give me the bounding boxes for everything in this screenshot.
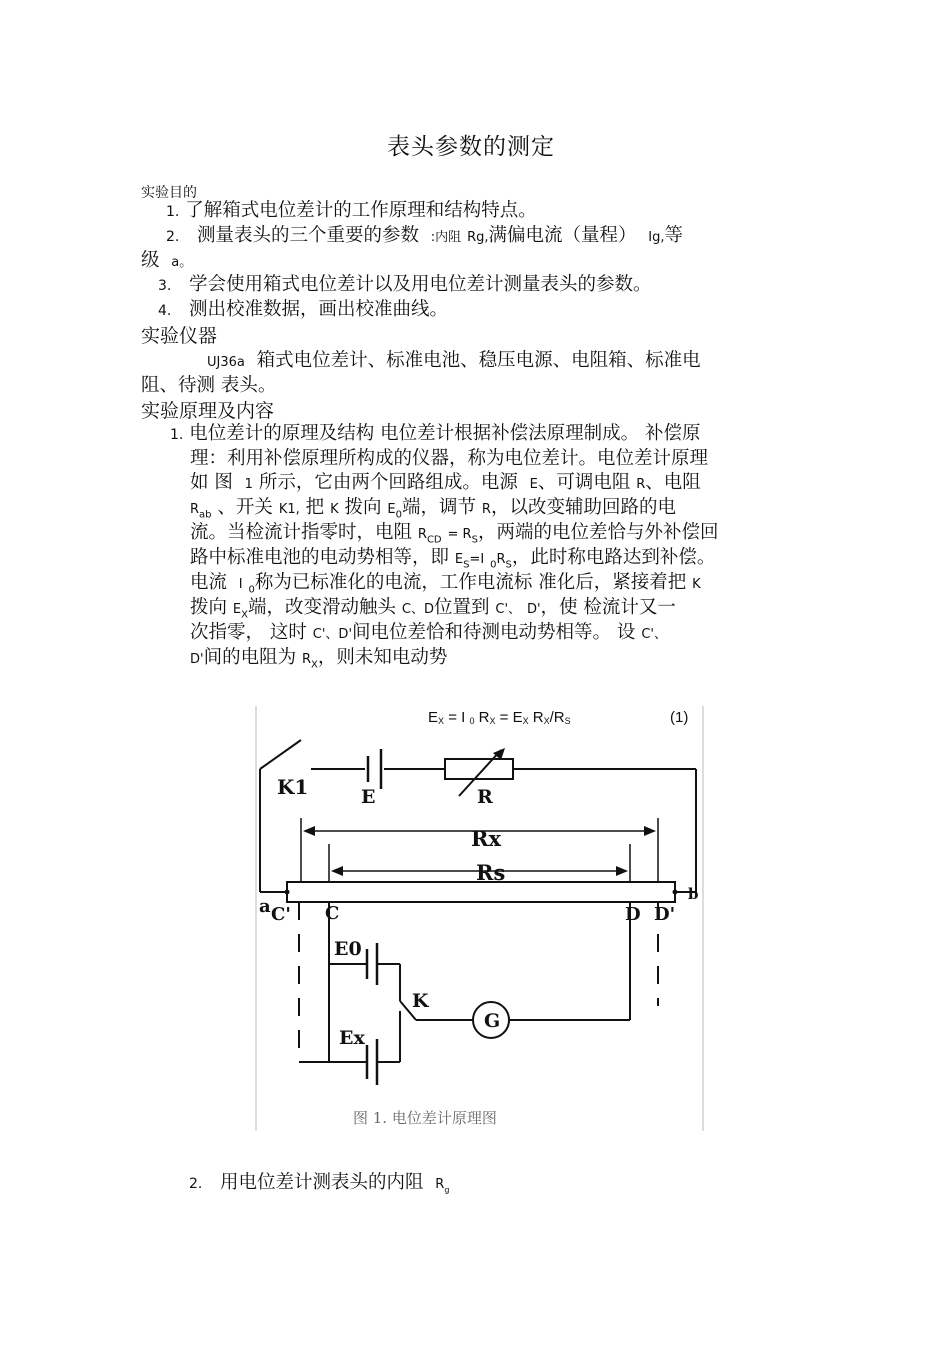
arrowhead	[303, 826, 315, 836]
section-2-heading	[189, 1169, 449, 1204]
symbol: E	[529, 477, 538, 492]
principle-text: 端，调节	[401, 497, 476, 518]
eq-sub: X	[522, 716, 529, 726]
label-g: G	[484, 1010, 501, 1032]
principle-text: 、开关	[217, 497, 273, 518]
symbol: C'、D'	[312, 627, 353, 642]
principle-text: 、可调电阻	[537, 472, 631, 493]
subscript: 0	[490, 559, 497, 571]
subscript: S	[463, 559, 470, 571]
label-e0: E0	[334, 938, 362, 960]
purpose-item-2	[166, 222, 683, 251]
instruments-line-1	[207, 347, 701, 376]
principle-text: 称为已标准化的电流，工作电流标 准化后，紧接着把	[254, 572, 687, 593]
item-number: 4.	[158, 303, 172, 319]
instruments-line-2: 阻、待测 表头。	[141, 375, 277, 396]
subscript: ab	[199, 509, 212, 521]
principle-text: ，两端的电位差恰与外补偿回	[477, 522, 719, 543]
symbol: R	[417, 527, 427, 542]
subscript: g	[444, 1185, 450, 1195]
principle-text: 端，改变滑动触头	[247, 597, 396, 618]
symbol: R	[496, 552, 506, 567]
item-number: 2.	[166, 229, 180, 245]
principle-text: 流。当检流计指零时，电阻	[190, 522, 413, 543]
section-heading-principle: 实验原理及内容	[141, 400, 275, 422]
item-text: 级	[141, 250, 160, 271]
principle-text: 、电阻	[645, 472, 701, 493]
item-text: 测量表头的三个重要的参数	[197, 225, 420, 246]
item-text: :内阻	[430, 230, 462, 245]
eq-part: R	[528, 709, 544, 726]
switch-k1	[260, 740, 301, 769]
slide-wire-rab	[287, 882, 675, 902]
terminal-a	[285, 890, 290, 895]
page-title: 表头参数的测定	[387, 134, 555, 160]
item-text: 满偏电流（量程）	[488, 225, 637, 246]
symbol: K	[330, 502, 339, 517]
symbol-r: R	[435, 1177, 445, 1192]
symbol: K	[692, 577, 701, 592]
label-c: C	[325, 903, 340, 924]
principle-text: 电流	[190, 572, 228, 593]
arrowhead	[331, 866, 343, 876]
principle-text: ，此时称电路达到补偿。	[511, 547, 716, 568]
principle-text: ，使 检流计又一	[540, 597, 676, 618]
symbol: R	[636, 477, 646, 492]
label-c-prime-text: C	[271, 904, 286, 925]
symbol: K1,	[278, 502, 300, 517]
symbol: D'	[526, 602, 541, 617]
item-number: 3.	[158, 278, 172, 294]
symbol: R	[481, 502, 491, 517]
eq-part: /R	[549, 709, 565, 726]
label-k: K	[412, 990, 429, 1012]
symbol: C'、	[495, 602, 522, 617]
eq-sub: X	[543, 716, 550, 726]
rheostat-r	[445, 759, 513, 779]
principle-line-10	[190, 644, 447, 679]
label-rs: Rs	[476, 860, 506, 885]
symbol: R	[302, 652, 312, 667]
arrowhead	[644, 826, 656, 836]
eq-sub: X	[489, 716, 496, 726]
label-k1: K1	[277, 775, 309, 799]
subscript: S	[471, 534, 478, 546]
eq-part: R	[474, 709, 490, 726]
item-text: 测出校准数据，画出校准曲线。	[189, 299, 449, 320]
principle-text: 间的电阻为	[203, 647, 297, 668]
label-ex: Ex	[339, 1027, 365, 1049]
item-text: a。	[171, 255, 193, 270]
principle-text: 间电位差恰和待测电动势相等。 设	[352, 622, 636, 643]
label-rx: Rx	[471, 826, 501, 851]
label-c-prime: C'	[271, 904, 291, 925]
symbol: I	[238, 577, 243, 592]
principle-text: 所示，它由两个回路组成。电源	[258, 472, 518, 493]
symbol-rg: Rg,	[467, 230, 489, 245]
item-text: 等	[664, 225, 684, 246]
figure-equation	[428, 709, 571, 726]
symbol: = R	[447, 527, 472, 542]
item-text: 学会使用箱式电位差计以及用电位差计测量表头的参数。	[189, 274, 652, 295]
subscript: X	[241, 609, 248, 621]
section-2-text: 用电位差计测表头的内阻	[220, 1172, 424, 1193]
eq-part: E	[428, 709, 439, 726]
label-b: b	[688, 885, 699, 903]
eq-part: = I	[444, 709, 470, 726]
section-heading-instruments: 实验仪器	[141, 325, 218, 347]
symbol: E	[232, 602, 242, 617]
symbol: D'	[190, 652, 204, 667]
label-d: D	[625, 904, 641, 925]
potentiometer-circuit-figure	[255, 706, 705, 1131]
principle-text: 拨向	[190, 597, 228, 618]
symbol: C、D	[401, 602, 434, 617]
figure-ref: 1	[244, 477, 253, 492]
symbol: C'、	[641, 627, 667, 642]
label-d-prime: D'	[654, 904, 676, 925]
subscript: S	[505, 559, 512, 571]
item-number: 1.	[166, 204, 180, 220]
model-name: UJ36a	[207, 355, 245, 370]
symbol: E	[454, 552, 464, 567]
principle-text: ，以改变辅助回路的电	[490, 497, 676, 518]
subscript: 0	[248, 584, 255, 596]
item-number: 1.	[170, 427, 184, 443]
eq-sub: S	[564, 716, 571, 726]
instruments-text: 箱式电位差计、标准电池、稳压电源、电阻箱、标准电	[256, 350, 701, 371]
eq-part: = E	[495, 709, 523, 726]
eq-sub: X	[438, 716, 445, 726]
item-text: 了解箱式电位差计的工作原理和结构特点。	[185, 200, 537, 221]
label-e: E	[361, 786, 376, 808]
subscript: 0	[395, 509, 402, 521]
principle-text: 拨向	[344, 497, 382, 518]
principle-text: 如 图	[190, 472, 233, 493]
principle-line-2: 理：利用补偿原理所构成的仪器，称为电位差计。电位差计原理	[190, 448, 709, 469]
item-number: 2.	[189, 1176, 203, 1192]
principle-text: 次指零， 这时	[190, 622, 307, 643]
section-heading-purpose: 实验目的	[141, 185, 197, 201]
figure-caption: 图 1. 电位差计原理图	[353, 1109, 497, 1127]
symbol: =I	[469, 552, 485, 567]
principle-text: 位置到	[433, 597, 490, 618]
label-r: R	[477, 786, 493, 808]
principle-text: 路中标准电池的电动势相等，即	[190, 547, 450, 568]
principle-text: 把	[305, 497, 325, 518]
arrowhead	[616, 866, 628, 876]
subscript: CD	[426, 534, 442, 546]
symbol: E	[387, 502, 396, 517]
principle-text: ，则未知电动势	[317, 647, 448, 668]
eq-sub: 0	[469, 716, 475, 726]
subscript: X	[311, 659, 318, 671]
symbol: R	[190, 502, 200, 517]
label-a: a	[259, 896, 271, 917]
label-d-prime-text: D	[654, 904, 670, 925]
terminal-b	[673, 890, 678, 895]
equation-number: (1)	[670, 709, 689, 726]
principle-text: 电位差计的原理及结构 电位差计根据补偿法原理制成。 补偿原	[189, 423, 701, 444]
symbol-ig: Ig,	[648, 230, 665, 245]
